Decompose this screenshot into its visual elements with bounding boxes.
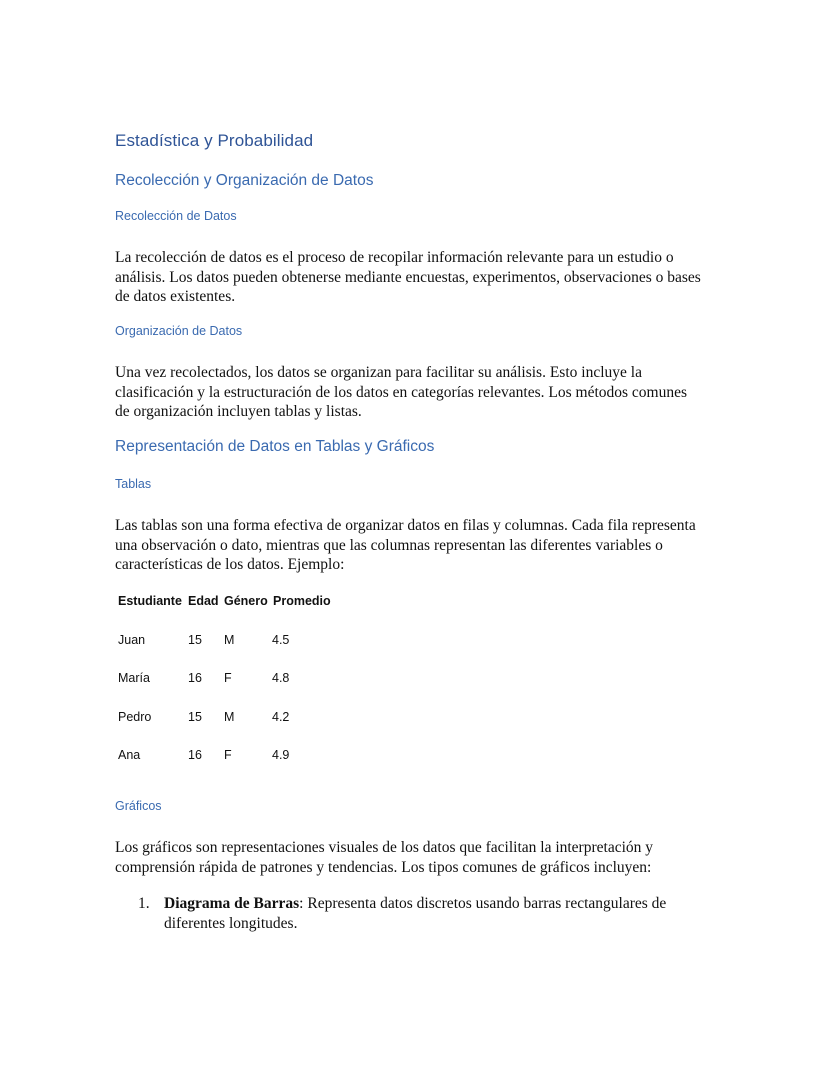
table-cell: Ana bbox=[118, 748, 141, 762]
paragraph-tablas: Las tablas son una forma efectiva de organizar datos en filas y columnas. Cada fila representa una observación o dato, mientras que las columnas representan las diferentes variables o características de los datos. Ejemplo: bbox=[115, 517, 696, 573]
table-header-cell: Edad bbox=[188, 594, 219, 608]
table-cell: 4.2 bbox=[272, 709, 290, 724]
table-cell: M bbox=[224, 632, 235, 647]
list-item-term: Diagrama de Barras bbox=[164, 895, 300, 912]
subheading-organizacion-datos: Organización de Datos bbox=[115, 324, 243, 338]
table-cell: F bbox=[224, 671, 232, 685]
subheading-graficos: Gráficos bbox=[115, 799, 162, 813]
table-cell: 16 bbox=[188, 671, 202, 685]
section-heading-representacion: Representación de Datos en Tablas y Gráficos bbox=[115, 438, 435, 455]
list-item bbox=[138, 894, 708, 933]
table-cell: 16 bbox=[188, 748, 202, 762]
table-cell: 4.9 bbox=[272, 748, 290, 762]
document-title: Estadística y Probabilidad bbox=[115, 131, 314, 150]
table-header-cell: Estudiante bbox=[118, 594, 182, 608]
table-cell: María bbox=[118, 671, 150, 685]
paragraph-organizacion-datos: Una vez recolectados, los datos se organizan para facilitar su análisis. Esto incluye la clasificación y la estructuración de los datos en categorías relevantes. Los métodos comunes de organización incluyen tablas y listas. bbox=[115, 364, 688, 420]
table-cell: M bbox=[224, 709, 235, 724]
table-cell: Pedro bbox=[118, 709, 152, 724]
section-heading-recoleccion-organizacion: Recolección y Organización de Datos bbox=[115, 172, 374, 189]
table-cell: 4.5 bbox=[272, 632, 290, 647]
subheading-tablas: Tablas bbox=[115, 477, 152, 491]
table-cell: 4.8 bbox=[272, 671, 290, 685]
chart-types-list bbox=[138, 894, 708, 933]
list-item-number: 1. bbox=[138, 895, 150, 912]
table-header-cell: Promedio bbox=[273, 594, 331, 608]
table-cell: 15 bbox=[188, 709, 202, 724]
table-cell: Juan bbox=[118, 632, 146, 647]
table-cell: F bbox=[224, 748, 232, 762]
subheading-recoleccion-datos: Recolección de Datos bbox=[115, 209, 237, 223]
table-cell: 15 bbox=[188, 632, 202, 647]
list-item-description: : Representa datos discretos usando barras rectangulares de diferentes longitudes. bbox=[164, 895, 667, 932]
table-header-cell: Género bbox=[224, 594, 268, 608]
paragraph-recoleccion-datos: La recolección de datos es el proceso de recopilar información relevante para un estudio o análisis. Los datos pueden obtenerse mediante encuestas, experimentos, observaciones o bases de datos existentes. bbox=[115, 249, 701, 305]
paragraph-graficos: Los gráficos son representaciones visuales de los datos que facilitan la interpretación y comprensión rápida de patrones y tendencias. Los tipos comunes de gráficos incluyen: bbox=[115, 839, 654, 876]
